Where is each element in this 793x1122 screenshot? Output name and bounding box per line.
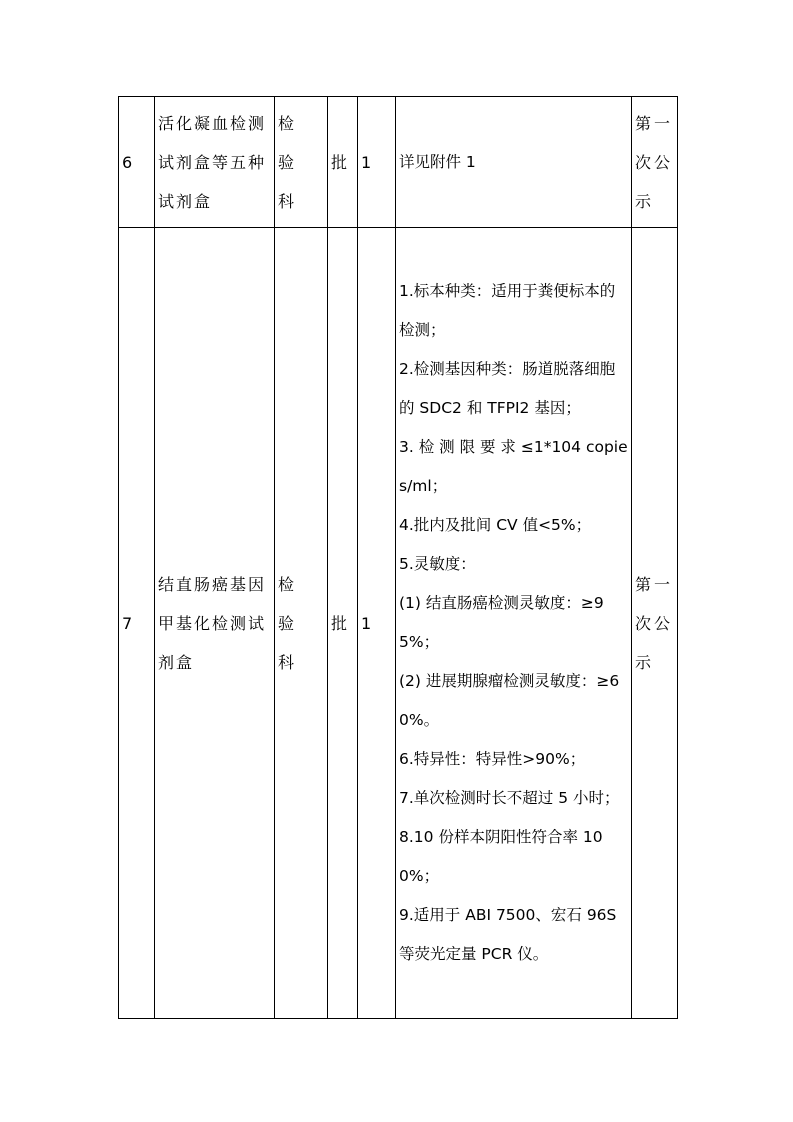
spec-line: 6.特异性：特异性>90%； <box>399 750 586 768</box>
spec-line: (2) 进展期腺瘤检测灵敏度：≥60%。 <box>399 672 620 729</box>
item-name: 活化凝血检测试剂盒等五种试剂盒 <box>155 97 275 228</box>
department: 检验科 <box>275 228 328 1019</box>
unit: 批 <box>328 97 358 228</box>
procurement-table <box>118 96 678 1019</box>
spec-line: (1) 结直肠癌检测灵敏度：≥95%； <box>399 594 604 651</box>
spec-line: 4.批内及批间 CV 值<5%； <box>399 516 592 534</box>
department: 检验科 <box>275 97 328 228</box>
table-row <box>119 228 678 1019</box>
remark: 第一次公示 <box>632 97 678 228</box>
spec-line: 9.适用于 ABI 7500、宏石 96S 等荧光定量 PCR 仪。 <box>399 906 617 963</box>
item-number: 6 <box>119 97 155 228</box>
specification <box>396 97 632 228</box>
quantity: 1 <box>358 228 396 1019</box>
item-number: 7 <box>119 228 155 1019</box>
quantity: 1 <box>358 97 396 228</box>
spec-line: 8.10 份样本阴阳性符合率 100%； <box>399 828 603 885</box>
spec-line: 7.单次检测时长不超过 5 小时； <box>399 789 620 807</box>
specification <box>396 228 632 1019</box>
spec-line: 5.灵敏度： <box>399 555 476 573</box>
spec-line: 详见附件 1 <box>399 152 476 171</box>
remark: 第一次公示 <box>632 228 678 1019</box>
table-row <box>119 97 678 228</box>
spec-line: 3. 检 测 限 要 求 ≤1*104 copies/ml； <box>399 438 628 495</box>
spec-line: 1.标本种类：适用于粪便标本的检测； <box>399 282 616 339</box>
item-name: 结直肠癌基因甲基化检测试剂盒 <box>155 228 275 1019</box>
unit: 批 <box>328 228 358 1019</box>
spec-line: 2.检测基因种类：肠道脱落细胞的 SDC2 和 TFPI2 基因； <box>399 360 616 417</box>
